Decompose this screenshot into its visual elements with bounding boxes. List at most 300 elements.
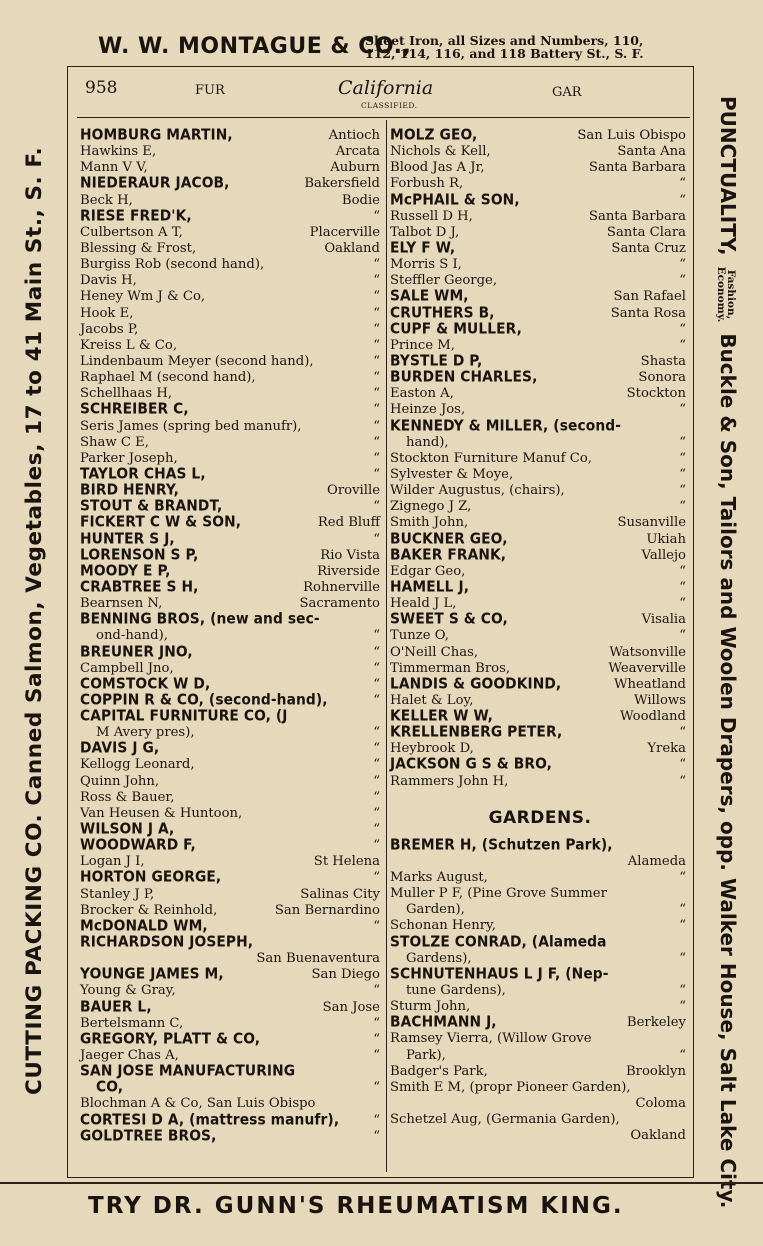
listing-town: “ xyxy=(373,1031,380,1047)
listing-town: “ xyxy=(679,192,686,208)
listing-name: Kreiss L & Co, xyxy=(80,337,178,353)
listing-town: Santa Barbara xyxy=(588,160,686,176)
listing-name: Bearnsen N, xyxy=(80,596,163,612)
listing-entry xyxy=(390,386,686,402)
listing-name: KELLER W W, xyxy=(390,707,494,726)
listing-name: Stockton Furniture Manuf Co, xyxy=(390,450,592,466)
listing-town: “ xyxy=(373,208,380,224)
listing-town: San Buenaventura xyxy=(256,951,380,967)
listing-town: Bodie xyxy=(341,192,380,208)
listing-entry xyxy=(390,964,686,983)
left-guide-word: FUR xyxy=(195,83,225,98)
listing-town: Yreka xyxy=(647,741,686,757)
listing-entry xyxy=(80,1029,380,1048)
listing-name: Garden), xyxy=(406,902,465,918)
listing-name: Smith E M, (propr Pioneer Garden), xyxy=(390,1079,631,1095)
listing-entry xyxy=(80,870,380,886)
listing-name: Campbell Jno, xyxy=(80,660,174,676)
page-header xyxy=(67,74,692,114)
listing-town: “ xyxy=(373,725,380,741)
listing-town: “ xyxy=(679,579,686,595)
listing-entry xyxy=(80,370,380,386)
listing-town: San Luis Obispo xyxy=(577,128,686,143)
listing-town: Santa Ana xyxy=(617,144,686,160)
listing-entry xyxy=(390,1080,686,1096)
listing-name: ond-hand), xyxy=(96,628,168,644)
listing-entry xyxy=(80,354,380,370)
listing-name: MOODY E P, xyxy=(80,561,171,580)
listing-name: BUCKNER GEO, xyxy=(390,529,508,548)
listing-town: “ xyxy=(373,273,380,289)
listing-town: Oroville xyxy=(327,483,380,499)
listing-town: “ xyxy=(679,628,686,644)
listing-town: Shasta xyxy=(640,353,686,369)
listing-town: “ xyxy=(373,644,380,660)
listing-town: “ xyxy=(679,1047,686,1063)
listing-name: Zignego J Z, xyxy=(390,499,472,515)
listing-town: San Rafael xyxy=(613,289,686,305)
listing-name: Sturm John, xyxy=(390,999,471,1015)
listing-entry xyxy=(390,483,686,499)
listing-name: Heinze Jos, xyxy=(390,402,466,418)
listing-town: “ xyxy=(373,305,380,321)
listing-name: Steffler George, xyxy=(390,273,498,289)
listing-name: O'Neill Chas, xyxy=(390,644,479,660)
listing-town: Santa Barbara xyxy=(588,208,686,224)
listing-town: Alameda xyxy=(627,853,686,869)
listing-town: San Jose xyxy=(322,999,380,1015)
listing-entry xyxy=(390,451,686,467)
listing-town: Auburn xyxy=(330,160,380,176)
listing-town: “ xyxy=(373,741,380,757)
listing-town: Susanville xyxy=(617,515,686,531)
listing-town: Sonora xyxy=(638,370,686,386)
listing-town: “ xyxy=(373,434,380,450)
listing-entry xyxy=(80,206,380,225)
listing-name: HORTON GEORGE, xyxy=(80,868,222,887)
listing-town: Wheatland xyxy=(613,676,686,692)
listing-name: Hook E, xyxy=(80,305,134,321)
listing-town: Arcata xyxy=(335,144,380,160)
listing-name: hand), xyxy=(406,434,449,450)
listing-name: Logan J I, xyxy=(80,854,145,870)
listing-name: DAVIS J G, xyxy=(80,739,160,758)
listing-name: Raphael M (second hand), xyxy=(80,370,256,386)
listing-town: Watsonville xyxy=(609,644,686,660)
listing-entry xyxy=(80,176,380,192)
listing-name: Timmerman Bros, xyxy=(390,660,511,676)
listing-entry xyxy=(80,709,380,725)
listing-name: KENNEDY & MILLER, (second- xyxy=(390,416,622,435)
listing-entry xyxy=(80,774,380,790)
listing-town: Placerville xyxy=(309,224,380,240)
listing-entry xyxy=(80,1064,380,1080)
top-advertisement xyxy=(0,32,763,66)
listing-town: “ xyxy=(373,321,380,337)
listing-name: Ross & Bauer, xyxy=(80,789,175,805)
listing-name: KRELLENBERG PETER, xyxy=(390,723,563,742)
left-column xyxy=(80,128,380,1145)
listing-name: Prince M, xyxy=(390,337,455,353)
right-guide-word: GAR xyxy=(552,85,582,100)
listing-entry xyxy=(390,870,686,886)
listing-town: Rio Vista xyxy=(320,547,380,563)
listing-entry xyxy=(80,419,380,435)
listing-entry xyxy=(80,338,380,354)
listing-name: BENNING BROS, (new and sec- xyxy=(80,610,320,629)
listing-town: Coloma xyxy=(635,1096,686,1112)
listing-name: Gardens), xyxy=(406,950,472,966)
listing-entry xyxy=(390,209,686,225)
listing-town: “ xyxy=(373,838,380,854)
listing-town: Antioch xyxy=(328,128,380,143)
listing-name: HUNTER S J, xyxy=(80,529,175,548)
listing-town: “ xyxy=(373,289,380,305)
listing-entry xyxy=(80,967,380,983)
listing-town: “ xyxy=(373,660,380,676)
listing-name: Tunze O, xyxy=(390,628,449,644)
listing-town: “ xyxy=(373,1112,380,1128)
listing-town: “ xyxy=(679,870,686,886)
listing-town: “ xyxy=(373,789,380,805)
listing-entry xyxy=(390,886,686,902)
listing-name: Mann V V, xyxy=(80,160,148,176)
listing-entry xyxy=(80,289,380,305)
listing-name: McPHAIL & SON, xyxy=(390,190,520,209)
listing-entry xyxy=(390,1031,686,1047)
listing-name: STOUT & BRANDT, xyxy=(80,497,223,516)
listing-name: Hawkins E, xyxy=(80,144,157,160)
listing-town: Weaverville xyxy=(608,660,686,676)
listing-town: “ xyxy=(373,370,380,386)
listing-town: “ xyxy=(373,870,380,886)
listing-name: Beck H, xyxy=(80,192,133,208)
listing-name: Blood Jas A Jr, xyxy=(390,160,485,176)
advertiser-details-line1: Sheet Iron, all Sizes and Numbers, 110, xyxy=(365,33,644,48)
listing-name: Smith John, xyxy=(390,515,469,531)
listing-name: Schellhaas H, xyxy=(80,386,173,402)
listing-town: Salinas City xyxy=(300,886,380,902)
left-margin-advertisement: CUTTING PACKING CO. Canned Salmon, Vegetables, 17 to 41 Main St., S. F. xyxy=(22,146,47,1095)
listing-town: “ xyxy=(373,822,380,838)
listing-town: “ xyxy=(373,402,380,418)
listing-town: “ xyxy=(373,499,380,515)
right-margin-advertisement xyxy=(715,96,740,1209)
right-ad-part2: Buckle & Son, Tailors and Woolen Drapers, opp. Walker House, Salt Lake City. xyxy=(716,333,740,1209)
listing-name: BREMER H, (Schutzen Park), xyxy=(390,835,613,854)
listing-town: “ xyxy=(373,337,380,353)
listing-entry xyxy=(80,273,380,289)
listing-town: Rohnerville xyxy=(303,579,380,595)
advertiser-details xyxy=(365,34,644,60)
listing-entry xyxy=(80,935,380,951)
listing-entry xyxy=(390,257,686,273)
listing-town: Stockton xyxy=(626,386,686,402)
listing-entry xyxy=(390,128,686,144)
listing-entry xyxy=(390,854,686,870)
listing-name: Brocker & Reinhold, xyxy=(80,902,218,918)
listing-name: Seris James (spring bed manufr), xyxy=(80,418,302,434)
listing-name: Park), xyxy=(406,1047,446,1063)
listing-name: HAMELL J, xyxy=(390,577,470,596)
listing-town: “ xyxy=(679,176,686,192)
listing-name: Van Heusen & Huntoon, xyxy=(80,805,243,821)
listing-town: “ xyxy=(373,757,380,773)
gardens-listing xyxy=(390,835,690,1145)
listing-name: M Avery pres), xyxy=(96,725,195,741)
listing-town: “ xyxy=(679,257,686,273)
listing-entry xyxy=(80,1080,380,1096)
listing-entry xyxy=(80,838,380,854)
listing-name: CUPF & MULLER, xyxy=(390,319,522,338)
listing-name: Lindenbaum Meyer (second hand), xyxy=(80,353,314,369)
listing-name: Halet & Loy, xyxy=(390,692,474,708)
listing-name: SWEET S & CO, xyxy=(390,610,508,629)
listing-town: “ xyxy=(679,337,686,353)
listing-name: Heney Wm J & Co, xyxy=(80,289,206,305)
furniture-listing-continued xyxy=(390,128,690,790)
listing-name: CORTESI D A, (mattress manufr), xyxy=(80,1110,340,1129)
listing-entry xyxy=(80,790,380,806)
listing-name: BYSTLE D P, xyxy=(390,352,483,370)
bottom-advertisement xyxy=(0,1188,763,1228)
listing-town: “ xyxy=(373,531,380,547)
listing-name: Bertelsmann C, xyxy=(80,1015,184,1031)
listing-name: GOLDTREE BROS, xyxy=(80,1126,217,1145)
listing-entry xyxy=(390,577,686,596)
listing-name: Easton A, xyxy=(390,386,454,402)
listing-town: “ xyxy=(373,386,380,402)
listing-town: Santa Rosa xyxy=(610,305,686,321)
listing-town: “ xyxy=(679,902,686,918)
listing-town: San Diego xyxy=(311,967,380,983)
listing-name: RIESE FRED'K, xyxy=(80,206,192,225)
listing-name: Quinn John, xyxy=(80,773,160,789)
listing-name: WOODWARD F, xyxy=(80,836,196,855)
listing-town: “ xyxy=(679,983,686,999)
listing-name: Wilder Augustus, (chairs), xyxy=(390,483,565,499)
listing-entry xyxy=(80,306,380,322)
listing-name: Badger's Park, xyxy=(390,1063,488,1079)
bottom-advertisement-text: TRY DR. GUNN'S RHEUMATISM KING. xyxy=(88,1193,624,1219)
listing-entry xyxy=(80,435,380,451)
listing-entry xyxy=(390,319,686,338)
listing-entry xyxy=(390,467,686,483)
listing-town: Berkeley xyxy=(626,1015,686,1031)
listing-name: Marks August, xyxy=(390,870,488,886)
listing-name: GREGORY, PLATT & CO, xyxy=(80,1029,261,1048)
listing-name: SCHNUTENHAUS L J F, (Nep- xyxy=(390,964,609,983)
listing-town: “ xyxy=(679,273,686,289)
listing-name: Stanley J P, xyxy=(80,886,155,902)
listing-name: Edgar Geo, xyxy=(390,563,466,579)
listing-name: McDONALD WM, xyxy=(80,916,208,935)
listing-town: Red Bluff xyxy=(317,515,380,531)
listing-town: Willows xyxy=(634,692,686,708)
listing-name: Blessing & Frost, xyxy=(80,240,197,256)
right-ad-small xyxy=(717,267,737,323)
listing-name: CO, xyxy=(96,1078,124,1097)
listing-name: tune Gardens), xyxy=(406,983,506,999)
listing-town: “ xyxy=(679,950,686,966)
listing-town: Sacramento xyxy=(299,596,380,612)
listing-name: Davis H, xyxy=(80,273,137,289)
listing-entry xyxy=(80,642,380,661)
listing-town: Woodland xyxy=(620,709,686,725)
listing-entry xyxy=(390,435,686,451)
listing-entry xyxy=(80,402,380,418)
listing-name: Sylvester & Moye, xyxy=(390,466,514,482)
listing-name: COMSTOCK W D, xyxy=(80,674,211,693)
listing-entry xyxy=(80,757,380,773)
listing-name: TAYLOR CHAS L, xyxy=(80,465,206,483)
listing-name: NIEDERAUR JACOB, xyxy=(80,174,230,193)
listing-name: Burgiss Rob (second hand), xyxy=(80,257,265,273)
listing-name: CAPITAL FURNITURE CO, (J xyxy=(80,707,288,726)
listing-town: Oakland xyxy=(630,1128,686,1144)
listing-town: “ xyxy=(679,466,686,482)
listing-name: COPPIN R & CO, (second-hand), xyxy=(80,690,328,709)
listing-town: “ xyxy=(679,499,686,515)
listing-town: Vallejo xyxy=(641,547,686,563)
listing-name: FICKERT C W & SON, xyxy=(80,513,242,532)
listing-entry xyxy=(390,612,686,628)
listing-name: Muller P F, (Pine Grove Summer xyxy=(390,886,607,902)
listing-name: BACHMANN J, xyxy=(390,1013,497,1032)
listing-name: Parker Joseph, xyxy=(80,450,178,466)
listing-entry xyxy=(80,612,380,628)
listing-name: SAN JOSE MANUFACTURING xyxy=(80,1062,296,1081)
listing-entry xyxy=(390,725,686,741)
listing-name: Blochman A & Co, San Luis Obispo xyxy=(80,1096,316,1112)
listing-town: San Bernardino xyxy=(274,902,380,918)
listing-entry xyxy=(80,257,380,273)
listing-entry xyxy=(390,416,686,435)
listing-name: CRUTHERS B, xyxy=(390,303,495,322)
listing-entry xyxy=(390,774,686,790)
listing-name: Jacobs P, xyxy=(80,321,139,337)
column-divider xyxy=(386,120,387,1172)
listing-entry xyxy=(390,1112,686,1128)
listing-town: “ xyxy=(679,999,686,1015)
listing-town: “ xyxy=(373,1015,380,1031)
listing-name: Forbush R, xyxy=(390,176,464,192)
listing-name: Jaeger Chas A, xyxy=(80,1048,179,1064)
listing-entry xyxy=(390,1064,686,1080)
listing-entry xyxy=(390,932,686,951)
listing-name: BAKER FRANK, xyxy=(390,545,507,564)
listing-town: “ xyxy=(679,563,686,579)
listing-name: BAUER L, xyxy=(80,997,152,1016)
listing-town: “ xyxy=(373,466,380,482)
listing-town: “ xyxy=(373,918,380,934)
listing-entry xyxy=(390,674,686,693)
listing-entry xyxy=(390,370,686,386)
listing-town: “ xyxy=(679,725,686,741)
listing-entry xyxy=(80,741,380,757)
advertiser-name: W. W. MONTAGUE & CO., xyxy=(98,34,412,59)
listing-entry xyxy=(390,1015,686,1031)
listing-name: Kellogg Leonard, xyxy=(80,757,195,773)
listing-town: Riverside xyxy=(317,563,380,579)
listing-entry xyxy=(80,225,380,241)
listing-town: Santa Cruz xyxy=(611,240,686,256)
listing-town: “ xyxy=(679,918,686,934)
listing-name: Young & Gray, xyxy=(80,983,176,999)
listing-entry xyxy=(390,1048,686,1064)
right-ad-small1: Fashion, xyxy=(725,269,738,320)
listing-name: JACKSON G S & BRO, xyxy=(390,755,552,774)
listing-town: “ xyxy=(679,773,686,789)
listing-town: Bakersfield xyxy=(304,176,380,192)
listing-entry xyxy=(80,887,380,903)
header-rule xyxy=(77,117,690,118)
listing-town: Ukiah xyxy=(646,531,686,547)
listing-town: “ xyxy=(679,483,686,499)
listing-town: Brooklyn xyxy=(625,1063,686,1079)
listing-name: MOLZ GEO, xyxy=(390,126,478,144)
listing-entry xyxy=(80,997,380,1016)
listing-name: Shaw C E, xyxy=(80,434,149,450)
right-ad-small2: Economy. xyxy=(715,266,728,323)
listing-entry xyxy=(390,499,686,515)
listing-town: “ xyxy=(679,402,686,418)
listing-name: RICHARDSON JOSEPH, xyxy=(80,933,254,952)
listing-name: YOUNGE JAMES M, xyxy=(80,965,224,984)
listing-name: WILSON J A, xyxy=(80,820,175,839)
right-column xyxy=(390,128,690,1144)
listing-town: “ xyxy=(373,450,380,466)
listing-town: St Helena xyxy=(313,854,380,870)
listing-entry xyxy=(80,128,380,144)
listing-name: Talbot D J, xyxy=(390,224,460,240)
listing-town: Santa Clara xyxy=(606,224,686,240)
listing-town: “ xyxy=(373,773,380,789)
bottom-rule xyxy=(0,1182,763,1184)
listing-town: “ xyxy=(373,418,380,434)
listing-name: BIRD HENRY, xyxy=(80,481,179,500)
listing-name: SALE WM, xyxy=(390,287,469,306)
listing-entry xyxy=(390,241,686,257)
listing-entry xyxy=(390,545,686,564)
listing-town: “ xyxy=(373,692,380,708)
listing-town: “ xyxy=(373,257,380,273)
listing-name: Nichols & Kell, xyxy=(390,144,491,160)
listing-entry xyxy=(390,983,686,999)
listing-town: “ xyxy=(373,1080,380,1096)
listing-town: “ xyxy=(373,1128,380,1144)
listing-name: BURDEN CHARLES, xyxy=(390,368,538,387)
listing-entry xyxy=(80,577,380,596)
listing-entry xyxy=(390,190,686,209)
listing-name: Heybrook D, xyxy=(390,741,474,757)
listing-entry xyxy=(390,902,686,918)
classified-label: CLASSIFIED. xyxy=(361,101,418,110)
listing-name: Morris S I, xyxy=(390,257,462,273)
listing-town: “ xyxy=(679,596,686,612)
listing-town: “ xyxy=(373,353,380,369)
listing-entry xyxy=(390,628,686,644)
listing-name: Ramsey Vierra, (Willow Grove xyxy=(390,1031,592,1047)
listing-name: BREUNER JNO, xyxy=(80,642,193,661)
listing-town: “ xyxy=(679,321,686,337)
listing-name: ELY F W, xyxy=(390,239,456,257)
listing-name: Culbertson A T, xyxy=(80,224,183,240)
advertiser-details-line2: 112, 114, 116, and 118 Battery St., S. F. xyxy=(365,46,644,61)
listing-entry xyxy=(390,645,686,661)
listing-entry xyxy=(390,835,686,854)
listing-name: SCHREIBER C, xyxy=(80,400,189,419)
